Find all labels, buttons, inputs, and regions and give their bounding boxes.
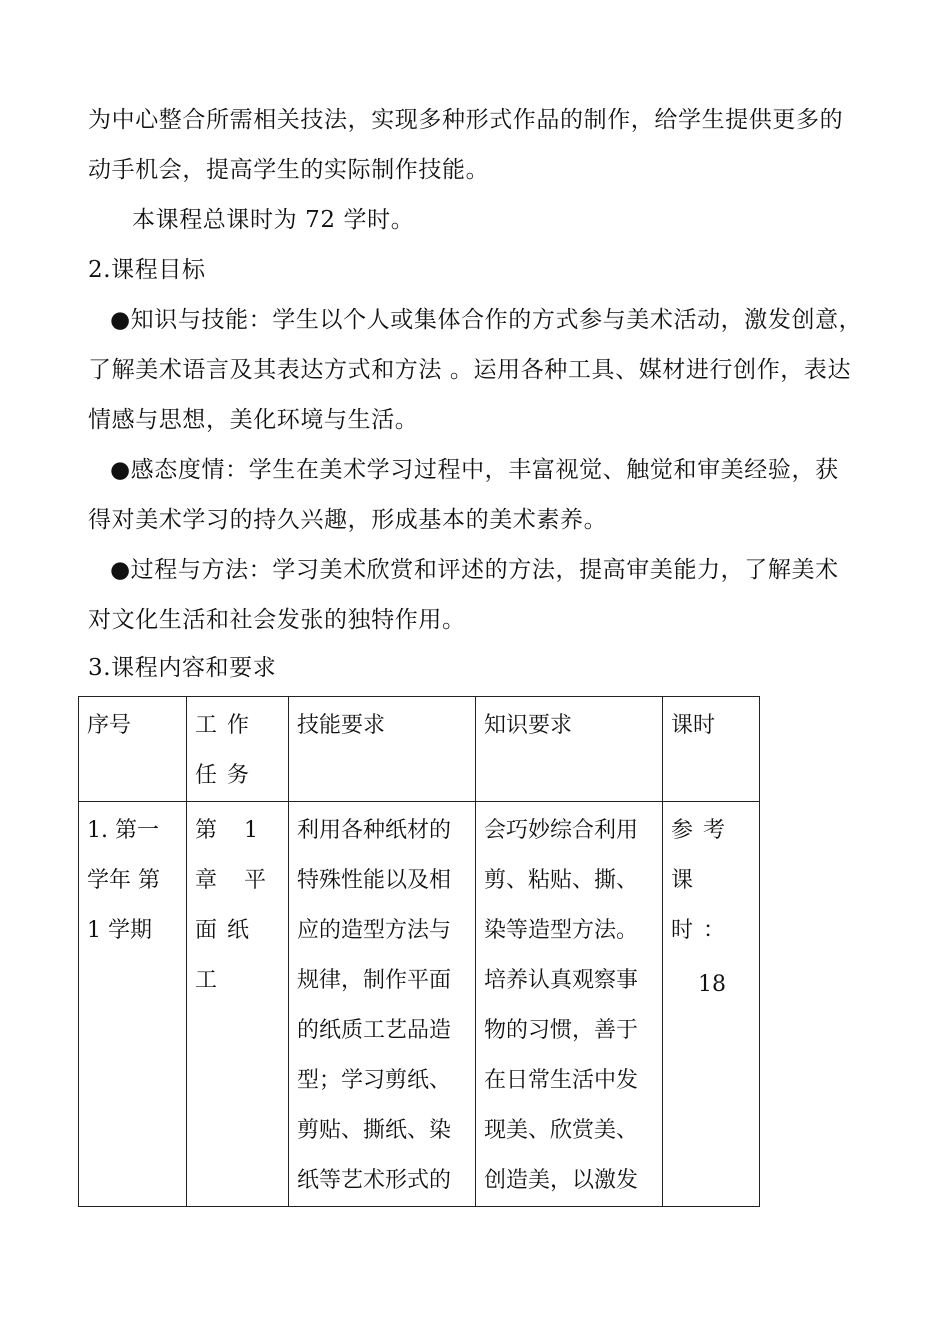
total-hours-text: 本课程总课时为 72 学时。 <box>132 207 415 233</box>
header-cell-task: 工作任务 <box>187 697 289 802</box>
cell-seq: 1. 第一学年 第 1 学期 <box>79 802 187 1207</box>
goal-knowledge-line: 了解美术语言及其表达方式和方法 。运用各种工具、媒材进行创作，表达 <box>88 357 852 383</box>
table-row <box>79 802 760 1207</box>
header-cell-hours: 课时 <box>663 697 760 802</box>
table-header-row <box>79 697 760 802</box>
goal-knowledge-line: 情感与思想，美化环境与生活。 <box>88 407 419 433</box>
cell-skill: 利用各种纸材的特殊性能以及相应的造型方法与规律，制作平面的纸质工艺品造型；学习剪纸、剪贴、撕纸、染纸等艺术形式的 <box>289 802 476 1207</box>
cell-task: 第 1 章 平面纸工 <box>187 802 289 1207</box>
goal-attitude-line: 得对美术学习的持久兴趣，形成基本的美术素养。 <box>88 507 608 533</box>
cell-knowledge: 会巧妙综合利用剪、粘贴、撕、染等造型方法。培养认真观察事物的习惯，善于在日常生活中发现美、欣赏美、创造美，以激发 <box>476 802 663 1207</box>
goal-process-line: ●过程与方法：学习美术欣赏和评述的方法，提高审美能力，了解美术 <box>110 557 839 583</box>
header-cell-seq: 序号 <box>79 697 187 802</box>
goal-process-line: 对文化生活和社会发张的独特作用。 <box>88 607 466 633</box>
section-heading-content: 3.课程内容和要求 <box>88 655 277 681</box>
hours-value: 18 <box>698 972 726 997</box>
section-heading-goals: 2.课程目标 <box>88 257 206 283</box>
paragraph-line: 动手机会，提高学生的实际制作技能。 <box>88 157 490 183</box>
hours-label: 参考课时： <box>671 818 736 943</box>
course-content-table <box>78 696 760 1207</box>
paragraph-line: 为中心整合所需相关技法，实现多种形式作品的制作，给学生提供更多的 <box>88 107 844 133</box>
header-cell-knowledge: 知识要求 <box>476 697 663 802</box>
goal-knowledge-line: ●知识与技能：学生以个人或集体合作的方式参与美术活动，激发创意， <box>110 307 863 333</box>
header-cell-skill: 技能要求 <box>289 697 476 802</box>
goal-attitude-line: ●感态度情：学生在美术学习过程中，丰富视觉、触觉和审美经验，获 <box>110 457 839 483</box>
cell-hours <box>663 802 760 1207</box>
